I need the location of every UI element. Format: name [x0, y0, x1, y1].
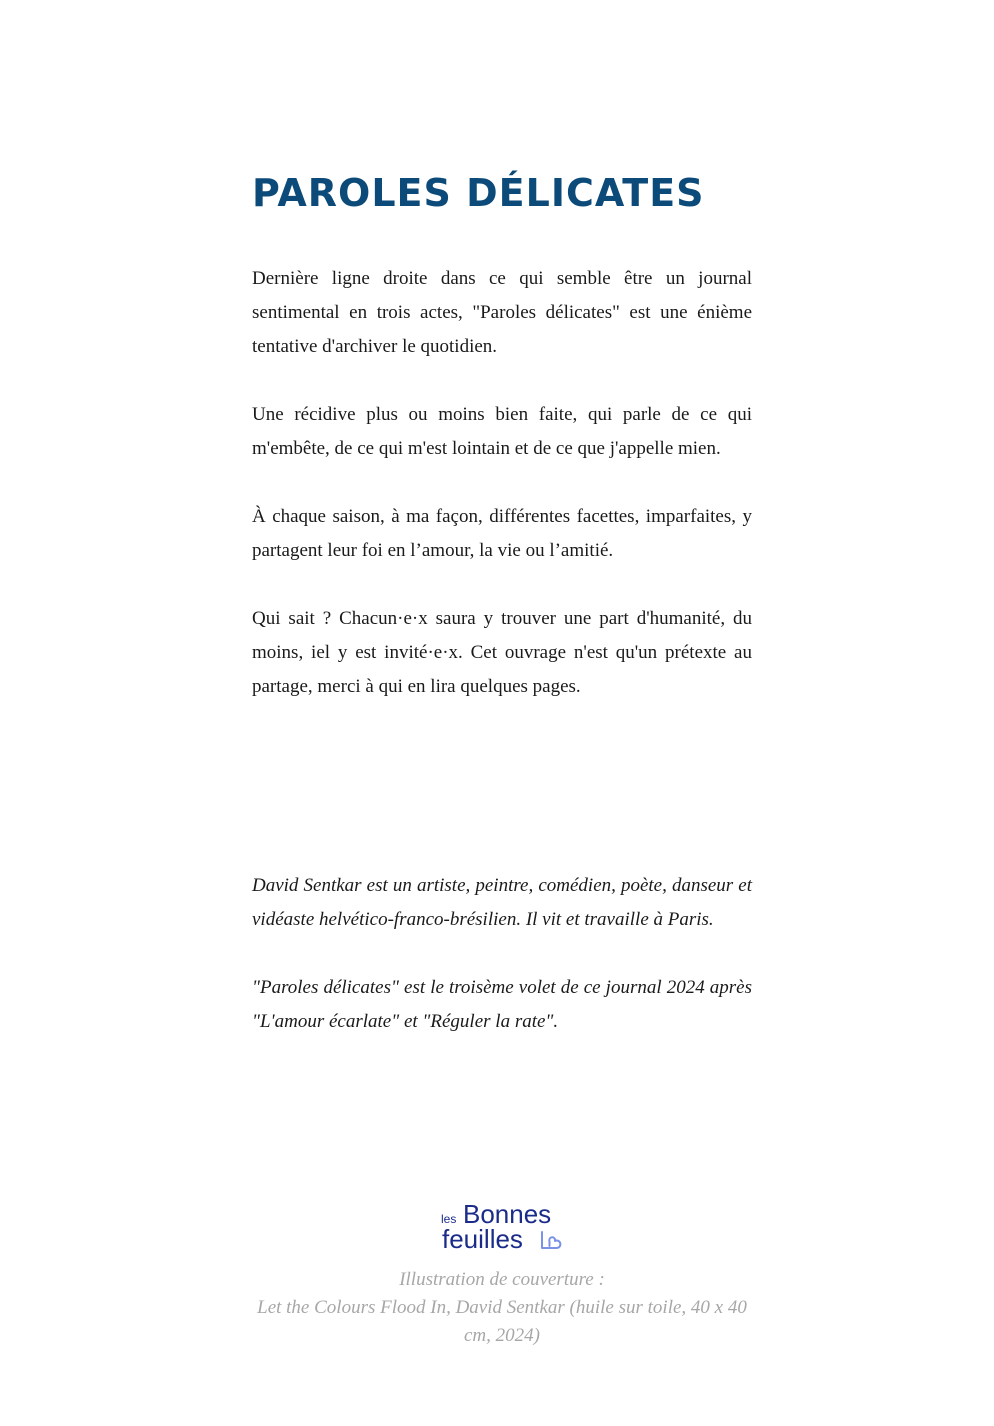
- summary-paragraph: Qui sait ? Chacun·e·x saura y trouver une part d'humanité, du moins, iel y est invité·e·x. Cet ouvrage n'est qu'un prétexte au partage, merci à qui en lira quelques pages.: [252, 608, 752, 697]
- publisher-logo: [441, 1200, 571, 1256]
- credit-heading: Illustration de couverture :: [399, 1269, 605, 1290]
- summary-paragraph: À chaque saison, à ma façon, différentes facettes, imparfaites, y partagent leur foi en l’amour, la vie ou l’amitié.: [252, 506, 752, 561]
- logo-bonnes-text: Bonnes: [463, 1199, 552, 1229]
- logo-les-text: les: [441, 1212, 457, 1226]
- credit-details: Let the Colours Flood In, David Sentkar (huile sur toile, 40 x 40 cm, 2024): [257, 1297, 747, 1346]
- author-bio: [252, 869, 752, 1039]
- summary-paragraph: Une récidive plus ou moins bien faite, qui parle de ce qui m'embête, de ce qui m'est lointain et de ce que j'appelle mien.: [252, 404, 752, 459]
- book-title: PAROLES DÉLICATES: [252, 171, 705, 215]
- logo-feuilles-text: feuilles: [442, 1224, 523, 1254]
- summary-paragraph: Dernière ligne droite dans ce qui semble être un journal sentimental en trois actes, "Paroles délicates" est une énième tentative d'archiver le quotidien.: [252, 268, 752, 357]
- heart-leaf-icon: [539, 1229, 563, 1251]
- bio-paragraph: "Paroles délicates" est le troisème volet de ce journal 2024 après "L'amour écarlate" et "Réguler la rate".: [252, 977, 752, 1032]
- cover-credit: [252, 1266, 752, 1350]
- book-summary: [252, 262, 752, 704]
- bio-paragraph: David Sentkar est un artiste, peintre, comédien, poète, danseur et vidéaste helvético-franco-brésilien. Il vit et travaille à Paris.: [252, 875, 752, 930]
